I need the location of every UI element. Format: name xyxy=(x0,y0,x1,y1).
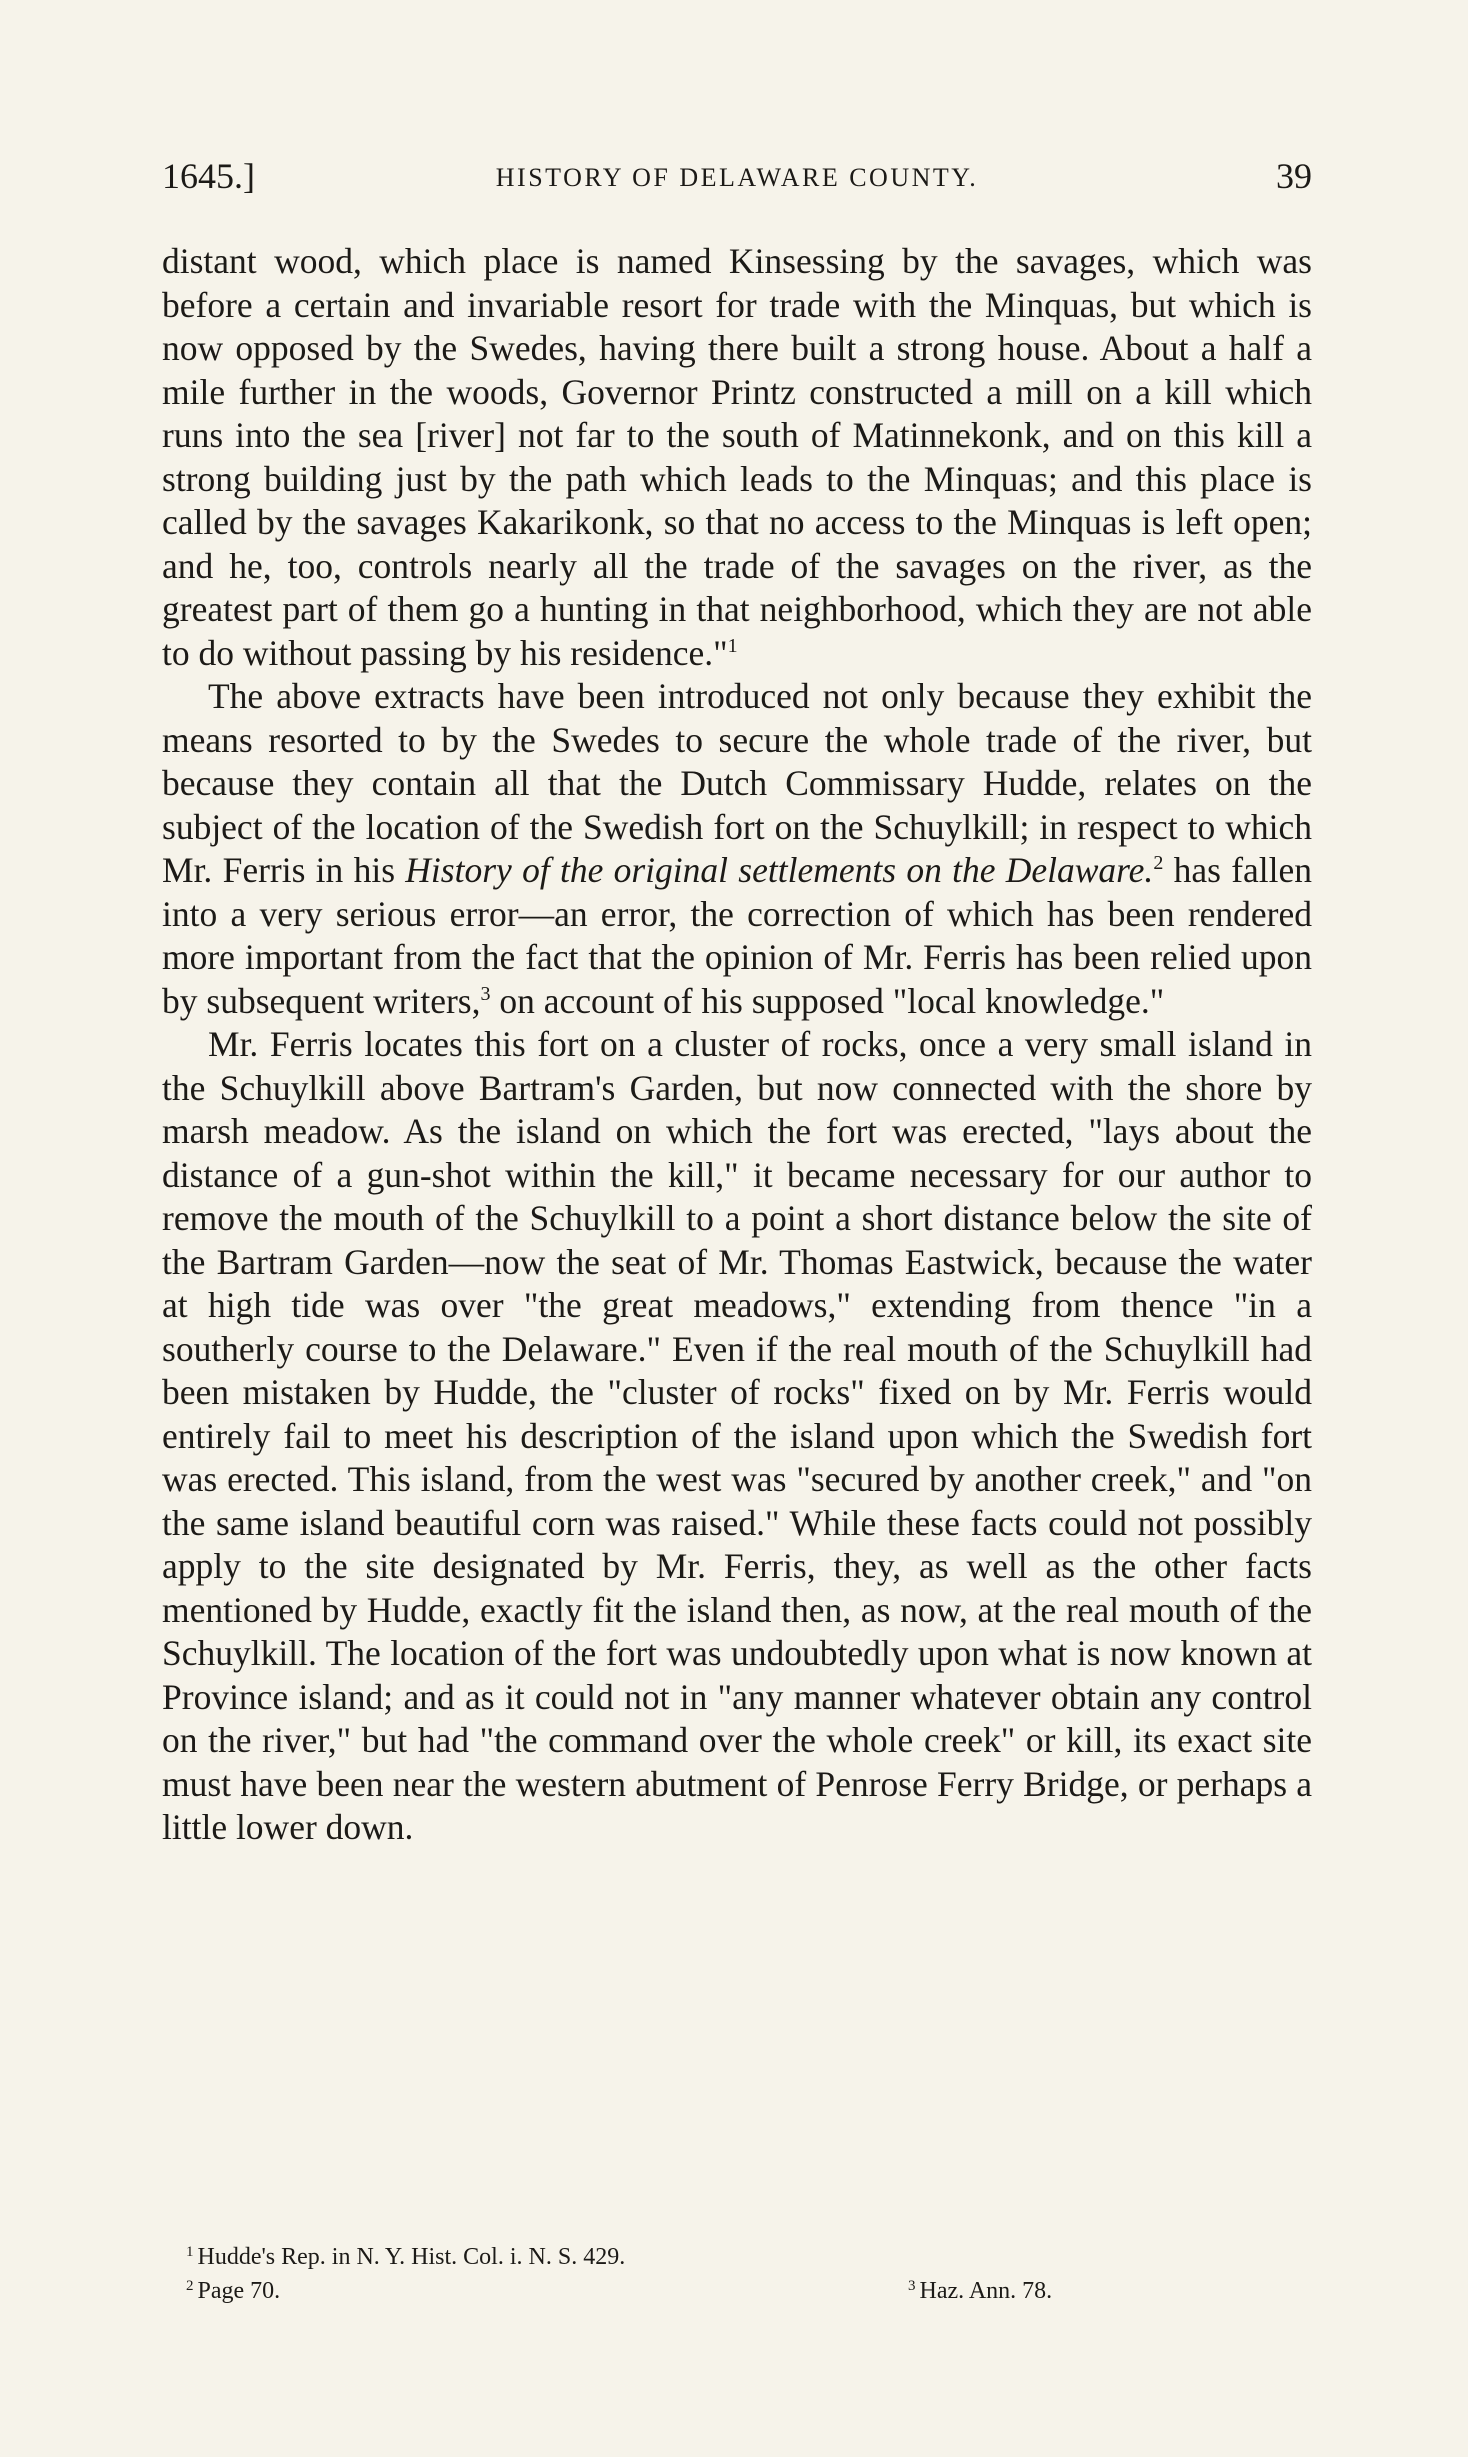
body-text xyxy=(162,240,1312,1850)
running-head xyxy=(162,155,1312,205)
footnote-3-text: Haz. Ann. 78. xyxy=(919,2278,1053,2304)
header-year: 1645.] xyxy=(162,156,255,196)
footnote-1-mark: 1 xyxy=(186,2244,194,2260)
paragraph-1-text: distant wood, which place is named Kinsessing by the savages, which was before a certain and invariable resort for trade with the Minquas, but which is now opposed by the Swedes, having there built a strong house. About a half a mile further in the woods, Governor Printz constructed a mill on a kill which runs into the sea [river] not far to the south of Matinnekonk, and on this kill a strong building just by the path which leads to the Minquas; and this place is called by the savages Kakarikonk, so that no access to the Minquas is left open; and he, too, controls nearly all the trade of the savages on the river, as the greatest part of them go a hunting in that neighborhood, which they are not able to do without passing by his residence." xyxy=(162,241,1312,673)
page-number: 39 xyxy=(1276,156,1312,196)
footnote-ref-1: 1 xyxy=(727,634,738,657)
footnote-2-text: Page 70. xyxy=(197,2278,281,2304)
paragraph-2-text-a: The above extracts have been introduced not only because they exhibit the means resorted to by the Swedes to secure the whole trade of the river, but because they contain all that the Dutch Commissary Hudde, relates on the subject of the location of the Swedish fort on the Schuylkill; in respect to which Mr. Ferris in his xyxy=(162,676,1312,890)
paragraph-1 xyxy=(162,240,1312,675)
footnote-ref-3: 3 xyxy=(480,982,491,1005)
footnote-2-mark: 2 xyxy=(186,2278,194,2294)
footnote-2 xyxy=(186,2269,280,2308)
footnote-1-text: Hudde's Rep. in N. Y. Hist. Col. i. N. S. 429. xyxy=(197,2244,626,2270)
paragraph-2-text-c: on account of his supposed "local knowledge." xyxy=(490,980,1165,1021)
paragraph-3 xyxy=(162,1023,1312,1850)
footnote-3-mark: 3 xyxy=(908,2278,916,2294)
book-title-italic: History of the original settlements on the Delaware. xyxy=(405,850,1154,890)
footnote-ref-2: 2 xyxy=(1153,852,1164,874)
footnote-3 xyxy=(908,2269,1052,2308)
header-title: HISTORY OF DELAWARE COUNTY. xyxy=(495,163,979,192)
paragraph-2 xyxy=(162,675,1312,1023)
paragraph-2-text-b: has fallen into a very serious error—an error, the correction of which has been rendered more important from the fact that the opinion of Mr. Ferris has been relied upon by subsequent writers, xyxy=(162,850,1313,1021)
paragraph-3-text: Mr. Ferris locates this fort on a cluster of rocks, once a very small island in the Schuylkill above Bartram's Garden, but now connected with the shore by marsh meadow. As the island on which the fort was erected, "lays about the distance of a gun-shot within the kill," it became necessary for our author to remove the mouth of the Schuylkill to a point a short distance below the site of the Bartram Garden—now the seat of Mr. Thomas Eastwick, because the water at high tide was over "the great meadows," extending from thence "in a southerly course to the Delaware." Even if the real mouth of the Schuylkill had been mistaken by Hudde, the "cluster of rocks" fixed on by Mr. Ferris would entirely fail to meet his description of the island upon which the Swedish fort was erected. This island, from the west was "secured by another creek," and "on the same island beautiful corn was raised." While these facts could not possibly apply to the site designated by Mr. Ferris, they, as well as the other facts mentioned by Hudde, exactly fit the island then, as now, at the real mouth of the Schuylkill. The location of the fort was undoubtedly upon what is now known at Province island; and as it could not in "any manner whatever obtain any control on the river," but had "the command over the whole creek" or kill, its exact site must have been near the western abutment of Penrose Ferry Bridge, or perhaps a little lower down. xyxy=(162,1024,1312,1847)
